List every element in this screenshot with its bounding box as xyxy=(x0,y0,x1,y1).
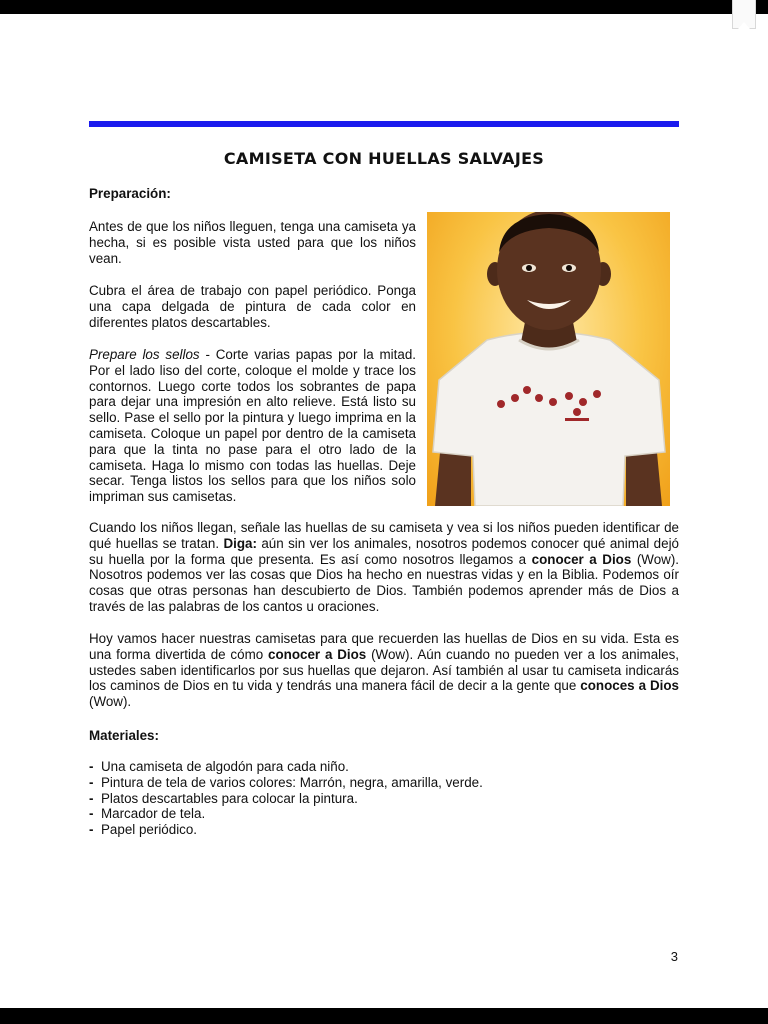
list-item: - Marcador de tela. xyxy=(89,806,679,822)
p5-conocer: conocer a Dios xyxy=(268,646,367,662)
preparacion-paragraph-3 xyxy=(89,347,416,505)
p5-e: (Wow). xyxy=(89,694,132,710)
preparacion-lead: Prepare los sellos xyxy=(89,347,200,362)
materiales-heading: Materiales: xyxy=(89,728,159,743)
page-number: 3 xyxy=(670,949,678,964)
paragraph-4 xyxy=(89,520,679,615)
paragraph-5 xyxy=(89,631,679,710)
preparacion-heading: Preparación: xyxy=(89,186,171,201)
p4-c: aún sin ver los animales, nosotros podemos conocer qué animal dejó su huella por la forma que presenta. Es así como nosotros llegamos a xyxy=(89,535,679,567)
bookmark-icon[interactable] xyxy=(732,0,756,29)
page-title: CAMISETA CON HUELLAS SALVAJES xyxy=(223,149,545,168)
list-item: - Pintura de tela de varios colores: Marrón, negra, amarilla, verde. xyxy=(89,775,679,791)
p4-e: (Wow). Nosotros podemos ver las cosas que Dios ha hecho en nuestras vidas y en la Biblia. Podemos oír cosas que otras personas han descubierto de Dios. También podemos aprender más de Dios a través de las palabras de los cantos u oraciones. xyxy=(89,551,680,614)
boy-illustration xyxy=(427,212,670,506)
header-rule xyxy=(89,121,679,127)
p5-conoces: conoces a Dios xyxy=(580,678,680,694)
p5-a: Hoy vamos hacer nuestras camisetas para que recuerden las huellas de Dios en su vida. Esta es una forma divertida de cómo xyxy=(89,631,679,662)
preparacion-paragraph-1: Antes de que los niños lleguen, tenga una camiseta ya hecha, si es posible vista usted para que los niños vean. xyxy=(89,219,416,266)
p4-diga: Diga: xyxy=(223,535,257,551)
p4-conocer: conocer a Dios xyxy=(531,551,632,567)
boy-photo xyxy=(427,212,670,506)
p5-c: (Wow). Aún cuando no pueden ver a los animales, ustedes saben identificarlos por sus huellas que dejaron. Así también al usar tu camiseta indicarás los caminos de Dios en tu vida y tendrás una manera fácil de decir a la gente que xyxy=(89,646,679,694)
top-bar xyxy=(0,0,768,14)
preparacion-paragraph-2: Cubra el área de trabajo con papel periódico. Ponga una capa delgada de pintura de cada color en diferentes platos descartables. xyxy=(89,283,416,330)
list-item: - Una camiseta de algodón para cada niño. xyxy=(89,759,679,775)
list-item: - Papel periódico. xyxy=(89,822,679,838)
preparacion-body: - Corte varias papas por la mitad. Por el lado liso del corte, coloque el molde y trace los contornos. Luego corte todos los sobrantes de papa para dejar una impresión en alto relieve. Está listo su sello. Pase el sello por la pintura y luego imprima en la camiseta. Coloque un papel por dentro de la camiseta para que la tinta no pase para el otro lado de la camiseta. Haga lo mismo con todas las huellas. Deje secar. Tenga listos los sellos para que los niños solo impriman sus camisetas. xyxy=(89,347,416,505)
p4-a: Cuando los niños llegan, señale las huellas de su camiseta y vea si los niños pueden identificar de qué huellas se tratan. xyxy=(89,520,679,551)
materiales-list xyxy=(89,759,679,838)
bottom-bar xyxy=(0,1008,768,1024)
list-item: - Platos descartables para colocar la pintura. xyxy=(89,791,679,807)
